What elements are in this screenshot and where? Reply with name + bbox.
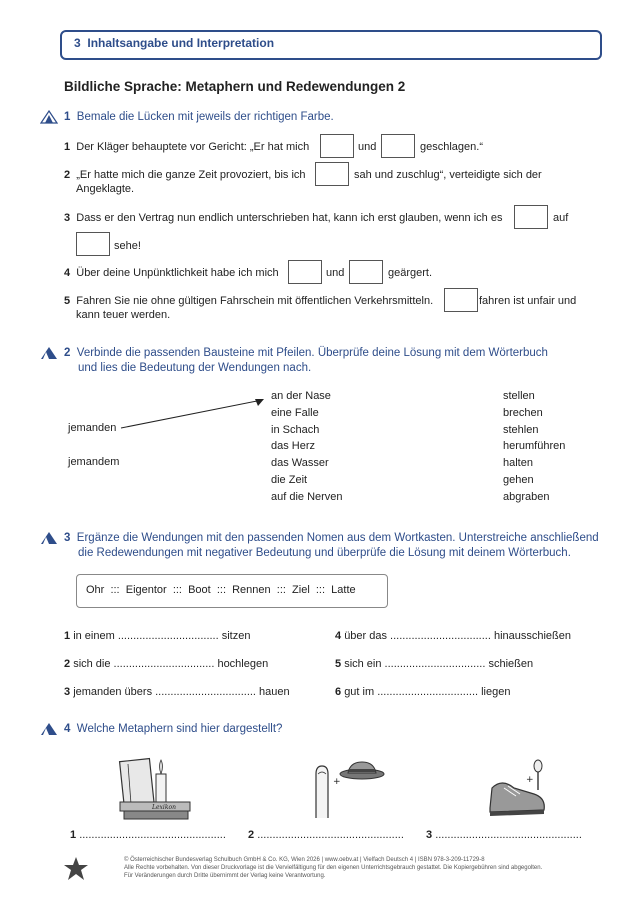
finger-hat-illustration: [306, 760, 392, 820]
right-word[interactable]: gehen: [503, 473, 534, 486]
task3-item-6: 6 gut im ................................. liegen: [335, 686, 511, 698]
color-gap-4b[interactable]: [349, 260, 383, 284]
task3-instruction: 3 Ergänze die Wendungen mit den passenden Nomen aus dem Wortkasten. Unterstreiche anschließend die Redewendungen mit negativer Bedeutung und überprüfe die Lösung mit deinem Wörterbuch.: [64, 532, 599, 559]
middle-word[interactable]: auf die Nerven: [271, 490, 343, 503]
task1-item-3-end: sehe!: [114, 240, 141, 252]
middle-word[interactable]: das Herz: [271, 440, 316, 453]
task1-item-5: 5 Fahren Sie nie ohne gültigen Fahrschein mit öffentlichen Verkehrsmitteln.: [64, 295, 434, 307]
right-word[interactable]: halten: [503, 457, 533, 470]
left-word-1: jemanden: [68, 422, 117, 434]
task3-item-1: 1 in einem ................................. sitzen: [64, 630, 251, 642]
right-word[interactable]: stellen: [503, 390, 535, 402]
middle-word[interactable]: eine Falle: [271, 406, 319, 419]
task1-item-4: 4 Über deine Unpünktlichkeit habe ich mich: [64, 267, 279, 279]
task1-item-3-mid: auf: [553, 212, 569, 224]
task1-item-3: 3 Dass er den Vertrag nun endlich unterschrieben hat, kann ich erst glauben, wenn ich es: [64, 212, 503, 224]
svg-text:Lexikon: Lexikon: [152, 804, 176, 811]
color-gap-4a[interactable]: [288, 260, 322, 284]
task1-item-2-mid: sah und zuschlug“, verteidigte sich der: [354, 169, 542, 181]
task1-item-5-mid: fahren ist unfair und: [479, 295, 577, 307]
task3-item-5: 5 sich ein ................................. schießen: [335, 658, 534, 670]
left-word-2: jemandem: [68, 456, 120, 468]
task1-item-1-mid: und: [358, 141, 377, 153]
task1-item-5-end: kann teuer werden.: [76, 309, 171, 321]
task1-item-1: 1 Der Kläger behauptete vor Gericht: „Er hat mich: [64, 141, 310, 153]
difficulty-triangle-icon: [40, 722, 58, 736]
right-word[interactable]: brechen: [503, 406, 543, 419]
task1-item-2: 2 „Er hatte mich die ganze Zeit provoziert, bis ich: [64, 169, 306, 181]
task1-item-2-end: Angeklagte.: [76, 183, 135, 195]
page-title: Bildliche Sprache: Metaphern und Redewendungen 2: [64, 79, 406, 94]
task2-instruction: 2 Verbinde die passenden Bausteine mit Pfeilen. Überprüfe deine Lösung mit dem Wörterbuch und lies die Bedeutung der Wendungen nach.: [64, 347, 548, 374]
middle-word[interactable]: die Zeit: [271, 473, 308, 486]
word-box-text: Ohr ::: Eigentor ::: Boot ::: Rennen ::: Ziel ::: Latte: [86, 584, 356, 596]
task1-instruction: 1 Bemale die Lücken mit jeweils der richtigen Farbe.: [64, 111, 334, 123]
color-gap-3a[interactable]: [514, 205, 548, 229]
middle-word[interactable]: in Schach: [271, 423, 320, 436]
middle-column: [271, 388, 343, 506]
color-gap-1b[interactable]: [381, 134, 415, 158]
chapter-number: 3: [74, 36, 81, 50]
shoe-spoon-illustration: [486, 758, 566, 820]
color-gap-2[interactable]: [315, 162, 349, 186]
plus-label: +: [526, 775, 534, 785]
task3-item-2: 2 sich die ................................. hochlegen: [64, 658, 269, 670]
middle-word[interactable]: an der Nase: [271, 390, 331, 402]
chapter-header: [74, 36, 274, 50]
copyright-footer: © Österreichischer Bundesverlag Schulbuch GmbH & Co. KG, Wien 2026 | www.oebv.at | Vielfach Deutsch 4 | ISBN 978-3-209-11729-8 Alle Rechte vorbehalten. Von dieser Druckvorlage ist die Vervielfältigung für den eigenen Unterrichtsgebrauch gestattet. Die Kopiergebühren sind abgegolten. Für Veränderungen durch Dritte übernimmt der Verlag keine Verantwortung.: [124, 857, 543, 879]
task4-answer-1[interactable]: 1 ................................................: [70, 829, 226, 841]
publisher-logo-icon: [62, 855, 90, 883]
task4-instruction: 4 Welche Metaphern sind hier dargestellt?: [64, 723, 283, 735]
color-gap-5[interactable]: [444, 288, 478, 312]
difficulty-triangle-icon: [40, 110, 58, 124]
task1-item-4-end: geärgert.: [388, 267, 433, 279]
books-candle-illustration: [118, 752, 196, 822]
difficulty-triangle-icon: [40, 531, 58, 545]
task4-answer-3[interactable]: 3 ................................................: [426, 829, 582, 841]
right-word[interactable]: stehlen: [503, 423, 539, 436]
color-gap-1a[interactable]: [320, 134, 354, 158]
right-word[interactable]: herumführen: [503, 440, 566, 453]
difficulty-triangle-icon: [40, 346, 58, 360]
right-column: [503, 388, 565, 506]
color-gap-3b[interactable]: [76, 232, 110, 256]
task1-item-4-mid: und: [326, 267, 345, 279]
task3-item-3: 3 jemanden übers ................................. hauen: [64, 686, 290, 698]
chapter-title: Inhaltsangabe und Interpretation: [87, 36, 275, 50]
example-arrow: [118, 396, 268, 432]
middle-word[interactable]: das Wasser: [271, 457, 329, 470]
task1-item-1-end: geschlagen.“: [420, 141, 483, 153]
task3-item-4: 4 über das ................................. hinausschießen: [335, 630, 572, 642]
task4-answer-2[interactable]: 2 ................................................: [248, 829, 404, 841]
plus-label: +: [333, 777, 341, 787]
right-word[interactable]: abgraben: [503, 490, 550, 503]
